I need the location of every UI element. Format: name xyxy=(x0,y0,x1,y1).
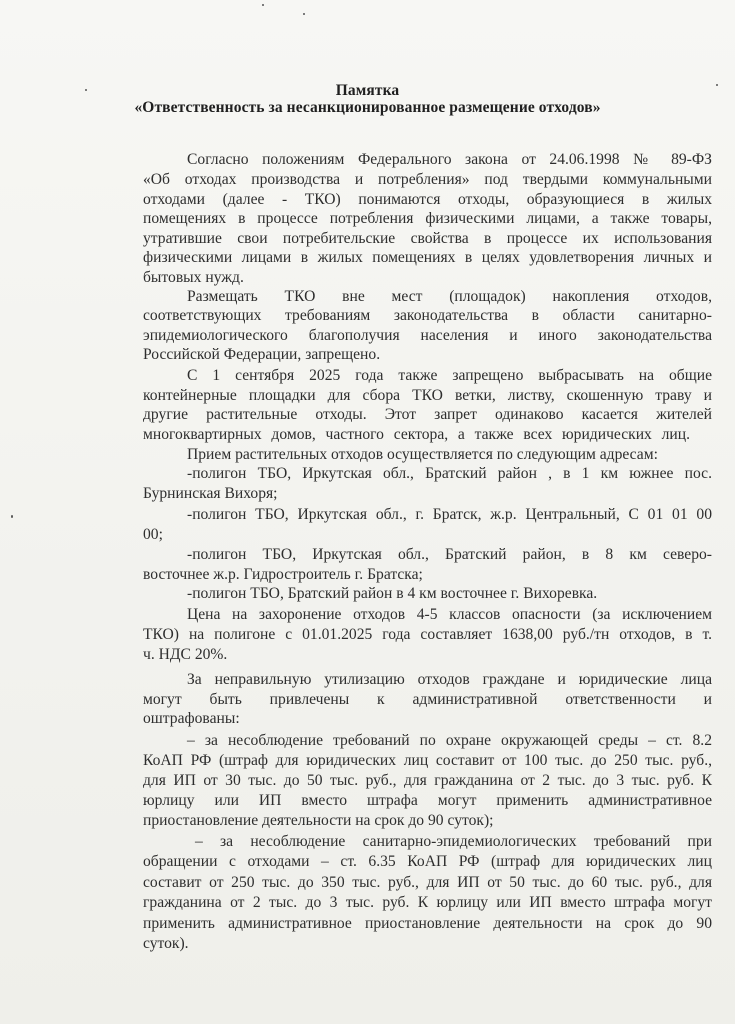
scan-speck xyxy=(262,4,264,6)
text-line: КоАП РФ (штраф для юридических лиц составит от 100 тыс. до 250 тыс. руб., xyxy=(143,752,712,769)
text-line: оштрафованы: xyxy=(143,710,240,727)
text-line: для ИП от 30 тыс. до 50 тыс. руб., для гражданина от 2 тыс. до 3 тыс. руб. К xyxy=(143,772,712,789)
scan-speck xyxy=(716,84,718,86)
text-line: – за несоблюдение санитарно-эпидемиологических требований при xyxy=(195,833,712,850)
text-line: -полигон ТБО, Иркутская обл., Братский район , в 1 км южнее пос. xyxy=(187,465,712,482)
text-line: восточнее ж.р. Гидростроитель г. Братска; xyxy=(143,566,423,583)
text-line: -полигон ТБО, Братский район в 4 км восточнее г. Вихоревка. xyxy=(187,585,598,602)
text-line: гражданина от 2 тыс. до 3 тыс. руб. К юрлицу или ИП вместо штрафа могут xyxy=(143,894,712,911)
text-line: применить административное приостановление деятельности на срок до 90 xyxy=(143,915,712,932)
scan-speck xyxy=(303,13,305,15)
text-line: суток). xyxy=(143,935,189,952)
text-line: Российской Федерации, запрещено. xyxy=(143,346,381,363)
text-line: ч. НДС 20%. xyxy=(143,646,228,663)
text-line: Бурнинская Вихоря; xyxy=(143,485,278,502)
text-line: эпидемиологического благополучия населения и иного законодательства xyxy=(143,327,712,344)
text-line: могут быть привлечены к административной ответственности и xyxy=(143,691,712,708)
text-line: составит от 250 тыс. до 350 тыс. руб., для ИП от 50 тыс. до 60 тыс. руб., для xyxy=(143,874,712,891)
text-line: Размещать ТКО вне мест (площадок) накопления отходов, xyxy=(187,288,712,305)
text-line: За неправильную утилизацию отходов граждане и юридические лица xyxy=(187,671,712,688)
text-line: Согласно положениям Федерального закона от 24.06.1998 № 89-ФЗ xyxy=(187,151,712,168)
text-line: С 1 сентября 2025 года также запрещено выбрасывать на общие xyxy=(187,367,712,384)
text-line: бытовых нужд. xyxy=(143,269,244,286)
text-line: соответствующих требованиям законодательства в области санитарно- xyxy=(143,307,712,324)
text-line: приостановление деятельности на срок до 90 суток); xyxy=(143,812,494,829)
text-line: другие растительные отходы. Этот запрет одинаково касается жителей xyxy=(143,406,712,423)
text-line: -полигон ТБО, Иркутская обл., г. Братск, ж.р. Центральный, С 01 01 00 xyxy=(187,506,712,523)
document-title: Памятка xyxy=(335,82,400,99)
text-line: физическими лицами в жилых помещениях в целях удовлетворения личных и xyxy=(143,249,712,266)
text-line: – за несоблюдение требований по охране окружающей среды – ст. 8.2 xyxy=(187,732,712,749)
text-line: многоквартирных домов, частного сектора, а также всех юридических лиц. xyxy=(143,426,690,443)
text-line: Цена на захоронение отходов 4-5 классов опасности (за исключением xyxy=(187,606,712,623)
document-subtitle: «Ответственность за несанкционированное размещение отходов» xyxy=(134,99,601,116)
text-line: -полигон ТБО, Иркутская обл., Братский район, в 8 км северо- xyxy=(187,546,712,563)
text-line: отходами (далее - ТКО) понимаются отходы, образующиеся в жилых xyxy=(143,191,712,208)
text-line: помещениях в процессе потребления физическими лицами, а также товары, xyxy=(143,210,712,227)
text-line: «Об отходах производства и потребления» под твердыми коммунальными xyxy=(143,171,712,188)
scan-speck xyxy=(85,89,87,91)
text-line: ТКО) на полигоне с 01.01.2025 года составляет 1638,00 руб./тн отходов, в т. xyxy=(143,626,712,643)
text-line: утратившие свои потребительские свойства в процессе их использования xyxy=(143,230,712,247)
text-line: контейнерные площадки для сбора ТКО ветки, листву, скошенную траву и xyxy=(143,387,712,404)
text-line: Прием растительных отходов осуществляется по следующим адресам: xyxy=(187,446,658,463)
scan-speck xyxy=(11,515,13,518)
text-line: обращении с отходами – ст. 6.35 КоАП РФ (штраф для юридических лиц xyxy=(143,853,712,870)
text-line: 00; xyxy=(143,526,163,543)
text-line: юрлицу или ИП вместо штрафа могут применить административное xyxy=(143,792,712,809)
